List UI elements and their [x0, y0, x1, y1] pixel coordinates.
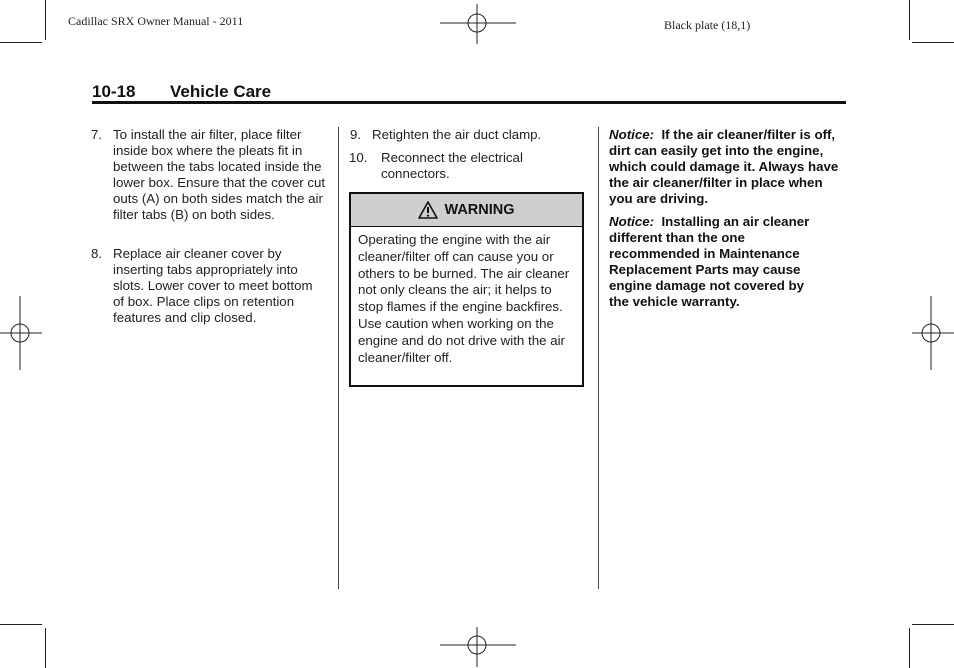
manual-title: Cadillac SRX Owner Manual - 2011: [68, 14, 244, 28]
step-number: 7.: [91, 127, 103, 142]
crop-mark: [909, 0, 910, 40]
warning-label: WARNING: [444, 202, 515, 218]
column-divider: [598, 127, 599, 589]
crop-mark: [912, 624, 954, 625]
step-number: 8.: [91, 246, 103, 261]
registration-mark-icon: [440, 627, 516, 667]
warning-header: [351, 194, 582, 227]
notice-1: [609, 127, 839, 207]
crop-mark: [909, 628, 910, 668]
crop-mark: [912, 42, 954, 43]
step-text: To install the air filter, place filter inside box where the pleats fit in between the tabs located inside the lower box. Ensure that the cover cut outs (A) on both sides match the air filter tabs (B) on both sides.: [113, 127, 326, 222]
registration-mark-icon: [440, 4, 516, 44]
warning-box: [349, 192, 584, 387]
page-number: 10-18: [92, 82, 136, 101]
registration-mark-icon: [912, 296, 954, 370]
step-number: 10.: [349, 150, 368, 165]
warning-triangle-icon: [418, 201, 438, 219]
notice-text: Installing an air cleaner different than the one recommended in Maintenance Replacement Parts may cause engine damage not covered by the vehicle warranty.: [609, 214, 810, 309]
step-text: Reconnect the electrical connectors.: [381, 150, 523, 181]
notice-label: Notice:: [609, 214, 655, 229]
section-heading: [92, 82, 846, 102]
step-number: 9.: [350, 127, 362, 142]
notice-label: Notice:: [609, 127, 655, 142]
heading-rule: [92, 101, 846, 104]
crop-mark: [0, 624, 42, 625]
notice-2: [609, 214, 827, 310]
registration-mark-icon: [0, 296, 42, 370]
plate-label: Black plate (18,1): [664, 18, 751, 32]
crop-mark: [45, 628, 46, 668]
section-title: Vehicle Care: [170, 82, 272, 101]
step-text: Retighten the air duct clamp.: [372, 127, 542, 142]
step-text: Replace air cleaner cover by inserting tabs appropriately into slots. Lower cover to meet bottom of box. Place clips on retention features and clip closed.: [113, 246, 313, 325]
notice-text: If the air cleaner/filter is off, dirt can easily get into the engine, which could damage it. Always have the air cleaner/filter in place when you are driving.: [609, 127, 839, 206]
warning-text: Operating the engine with the air cleaner/filter off can cause you or others to be burned. The air cleaner not only cleans the air; it helps to stop flames if the engine backfires. Use caution when working on the engine and do not drive with the air cleaner/filter off.: [358, 232, 570, 365]
column-divider: [338, 127, 339, 589]
crop-mark: [0, 42, 42, 43]
crop-mark: [45, 0, 46, 40]
